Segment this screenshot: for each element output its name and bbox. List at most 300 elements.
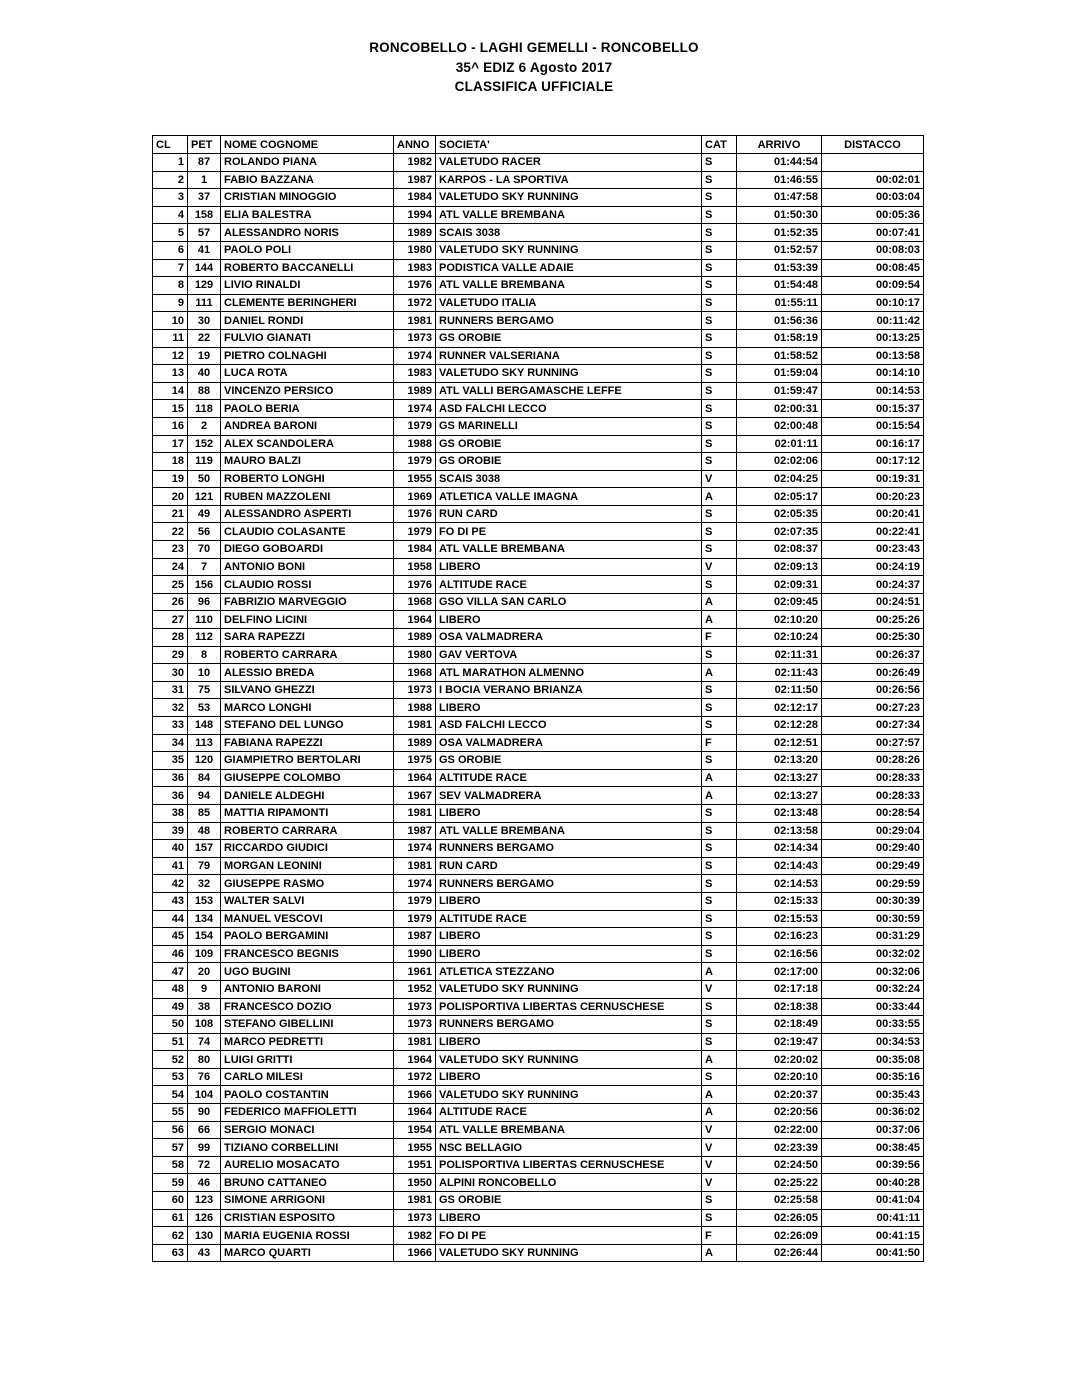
cell-gap: 00:25:26	[822, 611, 924, 629]
cell-gap: 00:35:16	[822, 1068, 924, 1086]
cell-gap: 00:32:06	[822, 963, 924, 981]
cell-pet: 7	[188, 558, 221, 576]
cell-pet: 49	[188, 505, 221, 523]
cell-name: FABIO BAZZANA	[221, 171, 394, 189]
cell-arrival: 01:44:54	[737, 154, 822, 172]
table-row	[153, 752, 924, 770]
cell-arrival: 02:14:43	[737, 857, 822, 875]
cell-pet: 129	[188, 277, 221, 295]
cell-club: VALETUDO SKY RUNNING	[436, 980, 702, 998]
cell-pet: 99	[188, 1139, 221, 1157]
cell-club: OSA VALMADRERA	[436, 629, 702, 647]
cell-year: 1972	[394, 1068, 436, 1086]
cell-arrival: 02:20:02	[737, 1051, 822, 1069]
cell-cat: S	[702, 1016, 737, 1034]
table-row	[153, 1209, 924, 1227]
table-row	[153, 1033, 924, 1051]
cell-club: LIBERO	[436, 1209, 702, 1227]
cell-arrival: 02:15:53	[737, 910, 822, 928]
cell-name: GIUSEPPE COLOMBO	[221, 769, 394, 787]
cell-club: POLISPORTIVA LIBERTAS CERNUSCHESE	[436, 998, 702, 1016]
cell-cl: 3	[153, 189, 188, 207]
cell-year: 1980	[394, 646, 436, 664]
cell-cl: 55	[153, 1104, 188, 1122]
cell-cat: S	[702, 875, 737, 893]
cell-cl: 56	[153, 1121, 188, 1139]
cell-year: 1981	[394, 312, 436, 330]
cell-pet: 53	[188, 699, 221, 717]
table-row	[153, 154, 924, 172]
cell-gap: 00:07:41	[822, 224, 924, 242]
cell-club: SCAIS 3038	[436, 224, 702, 242]
col-header-cat: CAT	[702, 136, 737, 154]
cell-pet: 66	[188, 1121, 221, 1139]
cell-gap: 00:08:03	[822, 241, 924, 259]
cell-arrival: 02:09:31	[737, 576, 822, 594]
col-header-societa: SOCIETA'	[436, 136, 702, 154]
table-row	[153, 277, 924, 295]
cell-pet: 96	[188, 593, 221, 611]
table-row	[153, 928, 924, 946]
cell-year: 1974	[394, 400, 436, 418]
cell-gap: 00:10:17	[822, 294, 924, 312]
cell-arrival: 02:26:05	[737, 1209, 822, 1227]
cell-cl: 17	[153, 435, 188, 453]
cell-gap: 00:32:24	[822, 980, 924, 998]
cell-year: 1973	[394, 998, 436, 1016]
cell-pet: 110	[188, 611, 221, 629]
table-row	[153, 224, 924, 242]
cell-arrival: 01:59:47	[737, 382, 822, 400]
results-table	[152, 135, 924, 1262]
cell-cat: V	[702, 470, 737, 488]
cell-arrival: 01:58:52	[737, 347, 822, 365]
cell-arrival: 01:54:48	[737, 277, 822, 295]
cell-cat: A	[702, 1104, 737, 1122]
cell-gap: 00:39:56	[822, 1156, 924, 1174]
cell-pet: 80	[188, 1051, 221, 1069]
table-row	[153, 1227, 924, 1245]
cell-cl: 47	[153, 963, 188, 981]
cell-arrival: 02:13:27	[737, 769, 822, 787]
cell-gap: 00:14:53	[822, 382, 924, 400]
cell-club: VALETUDO SKY RUNNING	[436, 365, 702, 383]
cell-gap: 00:13:58	[822, 347, 924, 365]
cell-year: 1968	[394, 593, 436, 611]
cell-year: 1981	[394, 1192, 436, 1210]
cell-arrival: 02:08:37	[737, 541, 822, 559]
cell-year: 1964	[394, 1104, 436, 1122]
cell-arrival: 02:11:43	[737, 664, 822, 682]
cell-cat: S	[702, 681, 737, 699]
cell-cl: 5	[153, 224, 188, 242]
cell-cat: S	[702, 154, 737, 172]
cell-name: STEFANO GIBELLINI	[221, 1016, 394, 1034]
cell-year: 1950	[394, 1174, 436, 1192]
cell-year: 1979	[394, 417, 436, 435]
cell-name: ELIA BALESTRA	[221, 206, 394, 224]
cell-gap: 00:09:54	[822, 277, 924, 295]
cell-pet: 50	[188, 470, 221, 488]
cell-club: VALETUDO SKY RUNNING	[436, 1051, 702, 1069]
cell-year: 1981	[394, 717, 436, 735]
table-row	[153, 541, 924, 559]
cell-pet: 30	[188, 312, 221, 330]
cell-year: 1979	[394, 523, 436, 541]
cell-arrival: 02:17:00	[737, 963, 822, 981]
cell-cl: 24	[153, 558, 188, 576]
cell-pet: 32	[188, 875, 221, 893]
cell-year: 1983	[394, 365, 436, 383]
table-row	[153, 646, 924, 664]
cell-name: MANUEL VESCOVI	[221, 910, 394, 928]
table-row	[153, 523, 924, 541]
cell-pet: 56	[188, 523, 221, 541]
cell-arrival: 02:16:23	[737, 928, 822, 946]
cell-gap: 00:26:49	[822, 664, 924, 682]
cell-year: 1955	[394, 470, 436, 488]
cell-pet: 74	[188, 1033, 221, 1051]
cell-cat: S	[702, 1068, 737, 1086]
cell-gap: 00:05:36	[822, 206, 924, 224]
cell-cat: S	[702, 347, 737, 365]
cell-gap: 00:37:06	[822, 1121, 924, 1139]
cell-club: ALTITUDE RACE	[436, 769, 702, 787]
cell-arrival: 02:10:20	[737, 611, 822, 629]
cell-name: SILVANO GHEZZI	[221, 681, 394, 699]
cell-pet: 90	[188, 1104, 221, 1122]
cell-gap: 00:24:51	[822, 593, 924, 611]
cell-gap: 00:28:33	[822, 787, 924, 805]
cell-arrival: 02:04:25	[737, 470, 822, 488]
cell-club: GS OROBIE	[436, 1192, 702, 1210]
cell-cl: 20	[153, 488, 188, 506]
cell-pet: 46	[188, 1174, 221, 1192]
cell-gap: 00:29:49	[822, 857, 924, 875]
cell-cat: S	[702, 857, 737, 875]
table-row	[153, 453, 924, 471]
cell-club: LIBERO	[436, 892, 702, 910]
cell-name: MARCO QUARTI	[221, 1244, 394, 1262]
header-row	[153, 136, 924, 154]
cell-cl: 11	[153, 329, 188, 347]
cell-arrival: 02:12:17	[737, 699, 822, 717]
cell-club: RUNNERS BERGAMO	[436, 840, 702, 858]
cell-gap: 00:02:01	[822, 171, 924, 189]
table-row	[153, 400, 924, 418]
cell-name: FABIANA RAPEZZI	[221, 734, 394, 752]
cell-gap: 00:29:40	[822, 840, 924, 858]
cell-gap: 00:26:56	[822, 681, 924, 699]
cell-cat: S	[702, 453, 737, 471]
cell-arrival: 02:05:35	[737, 505, 822, 523]
cell-cat: S	[702, 717, 737, 735]
cell-arrival: 02:07:35	[737, 523, 822, 541]
cell-club: ATL VALLE BREMBANA	[436, 822, 702, 840]
cell-gap: 00:03:04	[822, 189, 924, 207]
cell-cat: V	[702, 1174, 737, 1192]
cell-gap: 00:20:23	[822, 488, 924, 506]
cell-cat: S	[702, 505, 737, 523]
cell-gap: 00:29:59	[822, 875, 924, 893]
cell-cl: 40	[153, 840, 188, 858]
cell-pet: 158	[188, 206, 221, 224]
cell-name: MAURO BALZI	[221, 453, 394, 471]
cell-name: FABRIZIO MARVEGGIO	[221, 593, 394, 611]
cell-year: 1981	[394, 857, 436, 875]
cell-gap: 00:26:37	[822, 646, 924, 664]
cell-club: LIBERO	[436, 928, 702, 946]
cell-gap: 00:33:44	[822, 998, 924, 1016]
cell-pet: 109	[188, 945, 221, 963]
cell-pet: 126	[188, 1209, 221, 1227]
cell-arrival: 02:11:50	[737, 681, 822, 699]
cell-cat: A	[702, 1244, 737, 1262]
cell-name: CRISTIAN ESPOSITO	[221, 1209, 394, 1227]
cell-club: VALETUDO ITALIA	[436, 294, 702, 312]
cell-name: ROBERTO CARRARA	[221, 822, 394, 840]
cell-club: ATL VALLE BREMBANA	[436, 1121, 702, 1139]
cell-gap: 00:34:53	[822, 1033, 924, 1051]
table-row	[153, 171, 924, 189]
cell-cl: 27	[153, 611, 188, 629]
cell-arrival: 02:14:53	[737, 875, 822, 893]
cell-cat: S	[702, 329, 737, 347]
cell-cl: 26	[153, 593, 188, 611]
cell-name: MARCO LONGHI	[221, 699, 394, 717]
cell-cat: S	[702, 1192, 737, 1210]
cell-cl: 21	[153, 505, 188, 523]
table-row	[153, 980, 924, 998]
cell-arrival: 02:13:20	[737, 752, 822, 770]
cell-arrival: 01:46:55	[737, 171, 822, 189]
cell-gap: 00:36:02	[822, 1104, 924, 1122]
cell-name: BRUNO CATTANEO	[221, 1174, 394, 1192]
cell-gap: 00:15:37	[822, 400, 924, 418]
cell-club: ALPINI RONCOBELLO	[436, 1174, 702, 1192]
cell-year: 1994	[394, 206, 436, 224]
cell-cl: 32	[153, 699, 188, 717]
cell-name: FULVIO GIANATI	[221, 329, 394, 347]
cell-cat: S	[702, 400, 737, 418]
cell-cat: S	[702, 576, 737, 594]
cell-name: MORGAN LEONINI	[221, 857, 394, 875]
cell-year: 1972	[394, 294, 436, 312]
cell-year: 1979	[394, 910, 436, 928]
cell-arrival: 02:00:31	[737, 400, 822, 418]
cell-arrival: 02:26:44	[737, 1244, 822, 1262]
cell-arrival: 02:17:18	[737, 980, 822, 998]
cell-name: WALTER SALVI	[221, 892, 394, 910]
table-row	[153, 312, 924, 330]
cell-name: TIZIANO CORBELLINI	[221, 1139, 394, 1157]
cell-arrival: 02:13:58	[737, 822, 822, 840]
table-row	[153, 804, 924, 822]
cell-gap: 00:17:12	[822, 453, 924, 471]
cell-gap: 00:38:45	[822, 1139, 924, 1157]
cell-year: 1979	[394, 453, 436, 471]
cell-cl: 15	[153, 400, 188, 418]
cell-name: FRANCESCO DOZIO	[221, 998, 394, 1016]
cell-name: MARIA EUGENIA ROSSI	[221, 1227, 394, 1245]
cell-year: 1981	[394, 804, 436, 822]
cell-arrival: 02:18:49	[737, 1016, 822, 1034]
table-row	[153, 1139, 924, 1157]
cell-cl: 2	[153, 171, 188, 189]
cell-year: 1969	[394, 488, 436, 506]
cell-name: ROLANDO PIANA	[221, 154, 394, 172]
cell-cat: A	[702, 488, 737, 506]
cell-cat: A	[702, 963, 737, 981]
table-row	[153, 857, 924, 875]
cell-club: RUNNER VALSERIANA	[436, 347, 702, 365]
cell-name: ALESSANDRO NORIS	[221, 224, 394, 242]
cell-pet: 41	[188, 241, 221, 259]
cell-year: 1954	[394, 1121, 436, 1139]
cell-club: GS MARINELLI	[436, 417, 702, 435]
cell-cl: 1	[153, 154, 188, 172]
cell-gap: 00:20:41	[822, 505, 924, 523]
race-title: RONCOBELLO - LAGHI GEMELLI - RONCOBELLO	[369, 40, 699, 55]
cell-cl: 19	[153, 470, 188, 488]
cell-year: 1989	[394, 629, 436, 647]
cell-club: VALETUDO RACER	[436, 154, 702, 172]
cell-cl: 13	[153, 365, 188, 383]
cell-name: MATTIA RIPAMONTI	[221, 804, 394, 822]
cell-arrival: 01:55:11	[737, 294, 822, 312]
cell-gap: 00:27:23	[822, 699, 924, 717]
cell-name: CRISTIAN MINOGGIO	[221, 189, 394, 207]
col-header-pet: PET	[188, 136, 221, 154]
cell-cl: 7	[153, 259, 188, 277]
cell-year: 1989	[394, 382, 436, 400]
cell-club: RUN CARD	[436, 857, 702, 875]
cell-pet: 154	[188, 928, 221, 946]
cell-club: I BOCIA VERANO BRIANZA	[436, 681, 702, 699]
cell-cl: 63	[153, 1244, 188, 1262]
table-row	[153, 470, 924, 488]
cell-cl: 29	[153, 646, 188, 664]
cell-name: CLAUDIO COLASANTE	[221, 523, 394, 541]
cell-name: UGO BUGINI	[221, 963, 394, 981]
cell-club: ATLETICA VALLE IMAGNA	[436, 488, 702, 506]
cell-cat: A	[702, 611, 737, 629]
cell-arrival: 01:50:30	[737, 206, 822, 224]
cell-year: 1984	[394, 541, 436, 559]
cell-year: 1973	[394, 1209, 436, 1227]
cell-cat: A	[702, 593, 737, 611]
cell-cl: 18	[153, 453, 188, 471]
cell-name: VINCENZO PERSICO	[221, 382, 394, 400]
cell-year: 1979	[394, 892, 436, 910]
cell-cl: 39	[153, 822, 188, 840]
cell-club: NSC BELLAGIO	[436, 1139, 702, 1157]
cell-year: 1976	[394, 505, 436, 523]
cell-cl: 16	[153, 417, 188, 435]
cell-club: LIBERO	[436, 1068, 702, 1086]
cell-arrival: 01:58:19	[737, 329, 822, 347]
cell-year: 1987	[394, 822, 436, 840]
cell-name: PAOLO BERIA	[221, 400, 394, 418]
cell-cat: S	[702, 646, 737, 664]
cell-gap: 00:25:30	[822, 629, 924, 647]
table-row	[153, 787, 924, 805]
cell-name: ROBERTO CARRARA	[221, 646, 394, 664]
cell-year: 1987	[394, 171, 436, 189]
cell-club: VALETUDO SKY RUNNING	[436, 1244, 702, 1262]
cell-arrival: 02:15:33	[737, 892, 822, 910]
cell-year: 1980	[394, 241, 436, 259]
cell-cat: S	[702, 523, 737, 541]
cell-pet: 153	[188, 892, 221, 910]
cell-pet: 108	[188, 1016, 221, 1034]
cell-cat: F	[702, 629, 737, 647]
cell-cat: V	[702, 1121, 737, 1139]
table-row	[153, 910, 924, 928]
cell-year: 1974	[394, 875, 436, 893]
cell-name: PAOLO BERGAMINI	[221, 928, 394, 946]
cell-arrival: 02:19:47	[737, 1033, 822, 1051]
table-row	[153, 206, 924, 224]
cell-club: RUNNERS BERGAMO	[436, 1016, 702, 1034]
cell-year: 1967	[394, 787, 436, 805]
table-row	[153, 1104, 924, 1122]
cell-club: GS OROBIE	[436, 435, 702, 453]
cell-cl: 14	[153, 382, 188, 400]
table-row	[153, 769, 924, 787]
cell-cat: S	[702, 365, 737, 383]
cell-year: 1989	[394, 734, 436, 752]
cell-name: MARCO PEDRETTI	[221, 1033, 394, 1051]
cell-year: 1952	[394, 980, 436, 998]
cell-club: LIBERO	[436, 699, 702, 717]
col-header-arrivo: ARRIVO	[737, 136, 822, 154]
cell-gap: 00:40:28	[822, 1174, 924, 1192]
table-row	[153, 1244, 924, 1262]
cell-cl: 53	[153, 1068, 188, 1086]
cell-club: ATL VALLE BREMBANA	[436, 277, 702, 295]
cell-gap: 00:29:04	[822, 822, 924, 840]
cell-club: ASD FALCHI LECCO	[436, 717, 702, 735]
cell-cat: S	[702, 382, 737, 400]
cell-club: ALTITUDE RACE	[436, 576, 702, 594]
cell-gap: 00:19:31	[822, 470, 924, 488]
table-row	[153, 241, 924, 259]
cell-cl: 62	[153, 1227, 188, 1245]
cell-name: PIETRO COLNAGHI	[221, 347, 394, 365]
cell-gap: 00:41:50	[822, 1244, 924, 1262]
cell-club: ALTITUDE RACE	[436, 910, 702, 928]
cell-cat: S	[702, 998, 737, 1016]
table-row	[153, 558, 924, 576]
cell-gap: 00:41:15	[822, 1227, 924, 1245]
cell-cl: 23	[153, 541, 188, 559]
cell-arrival: 02:09:45	[737, 593, 822, 611]
cell-name: ANTONIO BARONI	[221, 980, 394, 998]
cell-arrival: 01:47:58	[737, 189, 822, 207]
cell-cl: 10	[153, 312, 188, 330]
cell-cat: A	[702, 664, 737, 682]
results-body	[153, 154, 924, 1262]
col-header-distacco: DISTACCO	[822, 136, 924, 154]
table-row	[153, 576, 924, 594]
cell-club: GAV VERTOVA	[436, 646, 702, 664]
cell-name: GIUSEPPE RASMO	[221, 875, 394, 893]
cell-gap: 00:11:42	[822, 312, 924, 330]
table-row	[153, 998, 924, 1016]
cell-cat: S	[702, 224, 737, 242]
cell-arrival: 02:22:00	[737, 1121, 822, 1139]
